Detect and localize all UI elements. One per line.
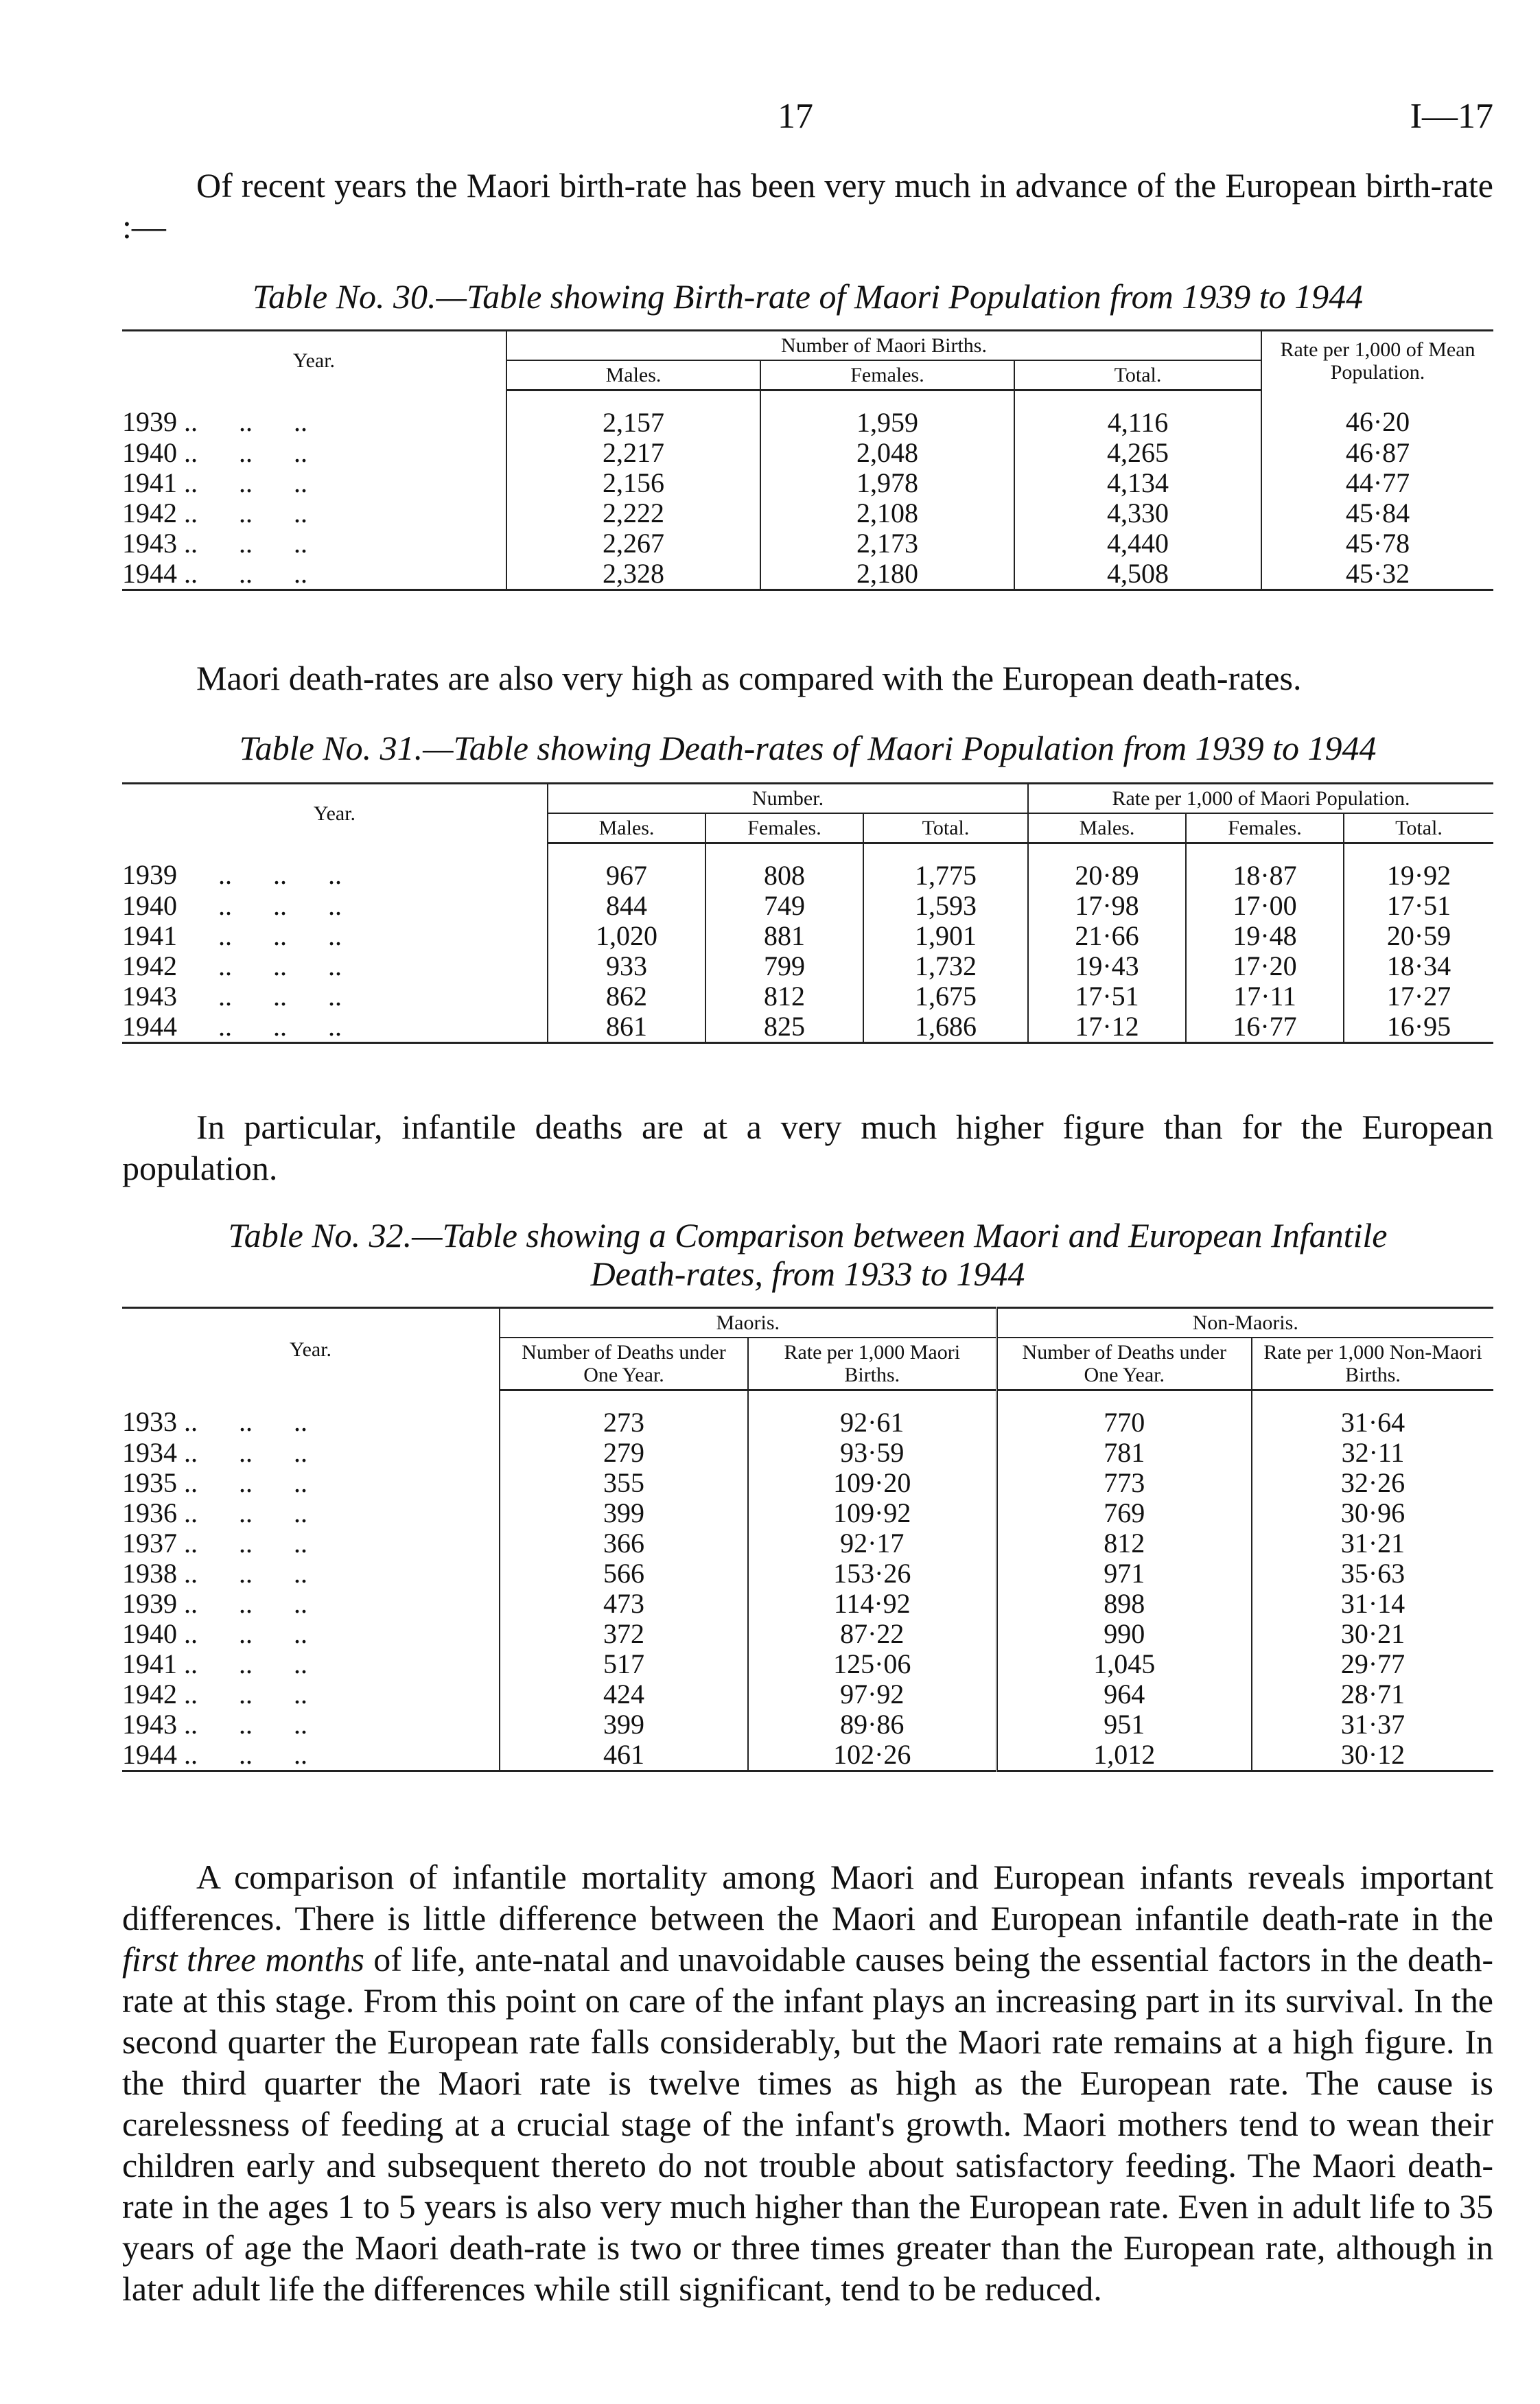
cell-m-rate: 92·17 <box>748 1528 996 1559</box>
cell-r-females: 18·87 <box>1186 843 1344 891</box>
cell-n-number: 781 <box>996 1438 1252 1468</box>
intro-paragraph <box>122 165 1493 247</box>
cell-year: 1937 .. .. .. <box>122 1528 307 1559</box>
cell-n-number: 898 <box>996 1589 1252 1619</box>
cell-n-rate: 30·12 <box>1252 1740 1493 1771</box>
cell-r-females: 17·00 <box>1186 891 1344 921</box>
cell-males: 2,267 <box>506 528 760 559</box>
cell-m-rate: 92·61 <box>748 1390 996 1438</box>
cell-n-females: 808 <box>705 843 863 891</box>
cell-n-number: 773 <box>996 1468 1252 1498</box>
table32-m-rate-header: Rate per 1,000 Maori Births. <box>748 1338 996 1390</box>
table-row <box>122 1528 1493 1559</box>
table-row <box>122 1438 1493 1468</box>
cell-m-number: 566 <box>500 1559 748 1589</box>
cell-m-rate: 87·22 <box>748 1619 996 1649</box>
table32-year-header: Year. <box>122 1308 500 1390</box>
table-row <box>122 438 1493 468</box>
cell-n-total: 1,675 <box>863 981 1028 1012</box>
table-row <box>122 1649 1493 1679</box>
cell-females: 2,180 <box>760 559 1014 590</box>
deaths-paragraph <box>122 657 1493 699</box>
cell-year: 1936 .. .. .. <box>122 1497 307 1528</box>
table31-r-females-header: Females. <box>1186 813 1344 843</box>
cell-r-males: 17·12 <box>1028 1012 1186 1043</box>
cell-m-rate: 97·92 <box>748 1679 996 1709</box>
cell-n-rate: 29·77 <box>1252 1649 1493 1679</box>
cell-m-rate: 109·92 <box>748 1498 996 1528</box>
table31-n-males-header: Males. <box>548 813 705 843</box>
cell-n-rate: 30·96 <box>1252 1498 1493 1528</box>
cell-n-rate: 31·37 <box>1252 1709 1493 1740</box>
cell-m-rate: 125·06 <box>748 1649 996 1679</box>
table31-caption: Table No. 31.—Table showing Death-rates of Maori Population from 1939 to 1944 <box>239 729 1377 767</box>
cell-n-number: 769 <box>996 1498 1252 1528</box>
table30-year-header: Year. <box>122 331 506 390</box>
cell-n-number: 812 <box>996 1528 1252 1559</box>
page-header <box>122 96 1493 144</box>
cell-rate: 46·20 <box>1261 390 1493 439</box>
table30-males-header: Males. <box>506 360 760 390</box>
cell-males: 2,156 <box>506 468 760 498</box>
table32-n-number-header: Number of Deaths under One Year. <box>996 1338 1252 1390</box>
closing-paragraph <box>122 1856 1493 2309</box>
cell-r-females: 19·48 <box>1186 921 1344 951</box>
cell-males: 2,328 <box>506 559 760 590</box>
cell-r-females: 16·77 <box>1186 1012 1344 1043</box>
cell-females: 2,173 <box>760 528 1014 559</box>
cell-r-males: 17·98 <box>1028 891 1186 921</box>
table32-n-rate-header: Rate per 1,000 Non-Maori Births. <box>1252 1338 1493 1390</box>
table32-caption-line1: Table No. 32.—Table showing a Comparison between Maori and European Infantile <box>228 1216 1388 1254</box>
table31-rate-header: Rate per 1,000 of Maori Population. <box>1028 784 1493 814</box>
table-row <box>122 559 1493 590</box>
cell-n-total: 1,732 <box>863 951 1028 981</box>
table32-caption <box>122 1216 1493 1293</box>
closing-text-2: of life, ante-natal and unavoidable causes being the essential factors in the death-rate at this stage. From this point on care of the infant plays an increasing part in its survival. In the second quarter the European rate falls considerably, but the Maori rate remains at a high figure. In the third quarter the Maori rate is twelve times as high as the European rate. The cause is carelessness of feeding at a crucial stage of the infant's growth. Maori mothers tend to wean their children early and subsequent thereto do not trouble about satisfactory feeding. The Maori death-rate in the ages 1 to 5 years is also very much higher than the European rate. Even in adult life to 35 years of age the Maori death-rate is two or three times greater than the European rate, although in later adult life the differences while still significant, tend to be reduced. <box>122 1940 1493 2308</box>
table-row <box>122 981 1493 1012</box>
cell-year: 1941 .. .. .. <box>122 920 342 951</box>
table-row <box>122 1498 1493 1528</box>
cell-rate: 45·78 <box>1261 528 1493 559</box>
cell-total: 4,330 <box>1014 498 1261 528</box>
table-row <box>122 1619 1493 1649</box>
infantile-text: In particular, infantile deaths are at a very much higher figure than for the European population. <box>122 1108 1493 1187</box>
cell-r-males: 19·43 <box>1028 951 1186 981</box>
table32-m-number-header: Number of Deaths under One Year. <box>500 1338 748 1390</box>
cell-r-males: 20·89 <box>1028 843 1186 891</box>
cell-year: 1940 .. .. .. <box>122 437 307 468</box>
cell-n-number: 951 <box>996 1709 1252 1740</box>
deaths-text: Maori death-rates are also very high as compared with the European death-rates. <box>196 659 1302 697</box>
table32-maoris-header: Maoris. <box>500 1308 996 1338</box>
cell-n-rate: 31·64 <box>1252 1390 1493 1438</box>
cell-rate: 45·84 <box>1261 498 1493 528</box>
table-row <box>122 891 1493 921</box>
infantile-paragraph <box>122 1106 1493 1189</box>
cell-m-number: 473 <box>500 1589 748 1619</box>
cell-males: 2,222 <box>506 498 760 528</box>
table31 <box>122 782 1493 1044</box>
cell-rate: 46·87 <box>1261 438 1493 468</box>
table-row <box>122 528 1493 559</box>
cell-r-total: 18·34 <box>1344 951 1493 981</box>
cell-r-males: 17·51 <box>1028 981 1186 1012</box>
cell-n-males: 862 <box>548 981 705 1012</box>
cell-m-rate: 114·92 <box>748 1589 996 1619</box>
table30-rate-header: Rate per 1,000 of Mean Population. <box>1261 331 1493 390</box>
table31-r-total-header: Total. <box>1344 813 1493 843</box>
cell-r-total: 17·27 <box>1344 981 1493 1012</box>
table-row <box>122 1468 1493 1498</box>
cell-n-rate: 32·26 <box>1252 1468 1493 1498</box>
cell-year: 1942 .. .. .. <box>122 950 342 981</box>
cell-year: 1944 .. .. .. <box>122 559 506 590</box>
cell-n-number: 990 <box>996 1619 1252 1649</box>
table31-r-males-header: Males. <box>1028 813 1186 843</box>
table-row <box>122 921 1493 951</box>
cell-m-number: 461 <box>500 1740 748 1771</box>
cell-n-rate: 30·21 <box>1252 1619 1493 1649</box>
cell-m-number: 517 <box>500 1649 748 1679</box>
cell-year: 1938 .. .. .. <box>122 1558 307 1589</box>
cell-n-females: 825 <box>705 1012 863 1043</box>
cell-r-females: 17·20 <box>1186 951 1344 981</box>
table32-caption-line2: Death-rates, from 1933 to 1944 <box>590 1254 1025 1293</box>
cell-n-rate: 35·63 <box>1252 1559 1493 1589</box>
cell-n-total: 1,775 <box>863 843 1028 891</box>
table-row <box>122 1390 1493 1438</box>
cell-n-number: 1,012 <box>996 1740 1252 1771</box>
cell-total: 4,508 <box>1014 559 1261 590</box>
table32-nonmaoris-header: Non-Maoris. <box>996 1308 1493 1338</box>
cell-year: 1941 .. .. .. <box>122 1648 307 1679</box>
table-row <box>122 1679 1493 1709</box>
table-row <box>122 1012 1493 1043</box>
intro-text: Of recent years the Maori birth-rate has been very much in advance of the European birth-rate :— <box>122 166 1493 246</box>
cell-m-number: 279 <box>500 1438 748 1468</box>
cell-year: 1941 .. .. .. <box>122 467 307 498</box>
cell-males: 2,157 <box>506 390 760 439</box>
cell-m-rate: 109·20 <box>748 1468 996 1498</box>
cell-m-rate: 102·26 <box>748 1740 996 1771</box>
cell-n-males: 844 <box>548 891 705 921</box>
cell-year: 1935 .. .. .. <box>122 1467 307 1498</box>
cell-females: 2,048 <box>760 438 1014 468</box>
cell-n-number: 971 <box>996 1559 1252 1589</box>
cell-females: 1,978 <box>760 468 1014 498</box>
cell-year: 1942 .. .. .. <box>122 498 307 528</box>
cell-year: 1933 .. .. .. <box>122 1406 307 1438</box>
table-row <box>122 498 1493 528</box>
cell-n-number: 964 <box>996 1679 1252 1709</box>
cell-m-number: 399 <box>500 1709 748 1740</box>
cell-year: 1939 .. .. .. <box>122 1588 307 1619</box>
cell-n-total: 1,593 <box>863 891 1028 921</box>
cell-year: 1944 .. .. .. <box>122 1012 548 1043</box>
cell-males: 2,217 <box>506 438 760 468</box>
cell-year: 1939 .. .. .. <box>122 406 307 438</box>
cell-r-total: 19·92 <box>1344 843 1493 891</box>
table31-year-header: Year. <box>122 784 548 843</box>
cell-total: 4,440 <box>1014 528 1261 559</box>
cell-n-males: 861 <box>548 1012 705 1043</box>
cell-m-number: 372 <box>500 1619 748 1649</box>
cell-year: 1940 .. .. .. <box>122 1618 307 1649</box>
closing-emphasis: first three months <box>122 1940 364 1979</box>
table-row <box>122 1559 1493 1589</box>
table-row <box>122 468 1493 498</box>
cell-year: 1943 .. .. .. <box>122 1709 307 1740</box>
cell-n-total: 1,901 <box>863 921 1028 951</box>
cell-total: 4,265 <box>1014 438 1261 468</box>
cell-m-number: 399 <box>500 1498 748 1528</box>
cell-n-males: 1,020 <box>548 921 705 951</box>
cell-n-females: 799 <box>705 951 863 981</box>
cell-r-males: 21·66 <box>1028 921 1186 951</box>
table-row <box>122 843 1493 891</box>
table-row <box>122 1589 1493 1619</box>
cell-year: 1939 .. .. .. <box>122 859 342 891</box>
cell-m-rate: 153·26 <box>748 1559 996 1589</box>
cell-females: 1,959 <box>760 390 1014 439</box>
cell-females: 2,108 <box>760 498 1014 528</box>
cell-year: 1943 .. .. .. <box>122 528 307 559</box>
cell-n-rate: 31·21 <box>1252 1528 1493 1559</box>
table31-n-total-header: Total. <box>863 813 1028 843</box>
cell-n-rate: 28·71 <box>1252 1679 1493 1709</box>
cell-m-number: 273 <box>500 1390 748 1438</box>
table30-females-header: Females. <box>760 360 1014 390</box>
cell-n-males: 933 <box>548 951 705 981</box>
table30-total-header: Total. <box>1014 360 1261 390</box>
table30 <box>122 329 1493 591</box>
cell-year: 1934 .. .. .. <box>122 1437 307 1468</box>
cell-year: 1940 .. .. .. <box>122 890 342 921</box>
table-row <box>122 390 1493 439</box>
table32 <box>122 1307 1493 1772</box>
cell-m-number: 424 <box>500 1679 748 1709</box>
cell-n-number: 770 <box>996 1390 1252 1438</box>
table-row <box>122 1740 1493 1771</box>
closing-text-1: A comparison of infantile mortality among Maori and European infants reveals important differences. There is little difference between the Maori and European infantile death-rate in the <box>122 1858 1493 1937</box>
table30-births-header: Number of Maori Births. <box>506 331 1261 361</box>
cell-r-total: 17·51 <box>1344 891 1493 921</box>
cell-rate: 45·32 <box>1261 559 1493 590</box>
cell-r-total: 16·95 <box>1344 1012 1493 1043</box>
cell-n-total: 1,686 <box>863 1012 1028 1043</box>
table30-caption: Table No. 30.—Table showing Birth-rate of Maori Population from 1939 to 1944 <box>252 277 1364 316</box>
cell-n-rate: 32·11 <box>1252 1438 1493 1468</box>
cell-m-number: 355 <box>500 1468 748 1498</box>
cell-m-rate: 93·59 <box>748 1438 996 1468</box>
cell-n-females: 749 <box>705 891 863 921</box>
table31-n-females-header: Females. <box>705 813 863 843</box>
cell-total: 4,134 <box>1014 468 1261 498</box>
table-row <box>122 1709 1493 1740</box>
cell-m-number: 366 <box>500 1528 748 1559</box>
cell-rate: 44·77 <box>1261 468 1493 498</box>
cell-n-number: 1,045 <box>996 1649 1252 1679</box>
table31-number-header: Number. <box>548 784 1028 814</box>
cell-r-females: 17·11 <box>1186 981 1344 1012</box>
table-row <box>122 951 1493 981</box>
cell-r-total: 20·59 <box>1344 921 1493 951</box>
cell-year: 1942 .. .. .. <box>122 1679 307 1709</box>
cell-n-males: 967 <box>548 843 705 891</box>
cell-n-females: 812 <box>705 981 863 1012</box>
cell-total: 4,116 <box>1014 390 1261 439</box>
cell-n-females: 881 <box>705 921 863 951</box>
document-reference: I—17 <box>1410 97 1493 136</box>
cell-year: 1944 .. .. .. <box>122 1740 500 1771</box>
page-number: 17 <box>778 97 813 136</box>
cell-year: 1943 .. .. .. <box>122 981 342 1012</box>
cell-n-rate: 31·14 <box>1252 1589 1493 1619</box>
cell-m-rate: 89·86 <box>748 1709 996 1740</box>
